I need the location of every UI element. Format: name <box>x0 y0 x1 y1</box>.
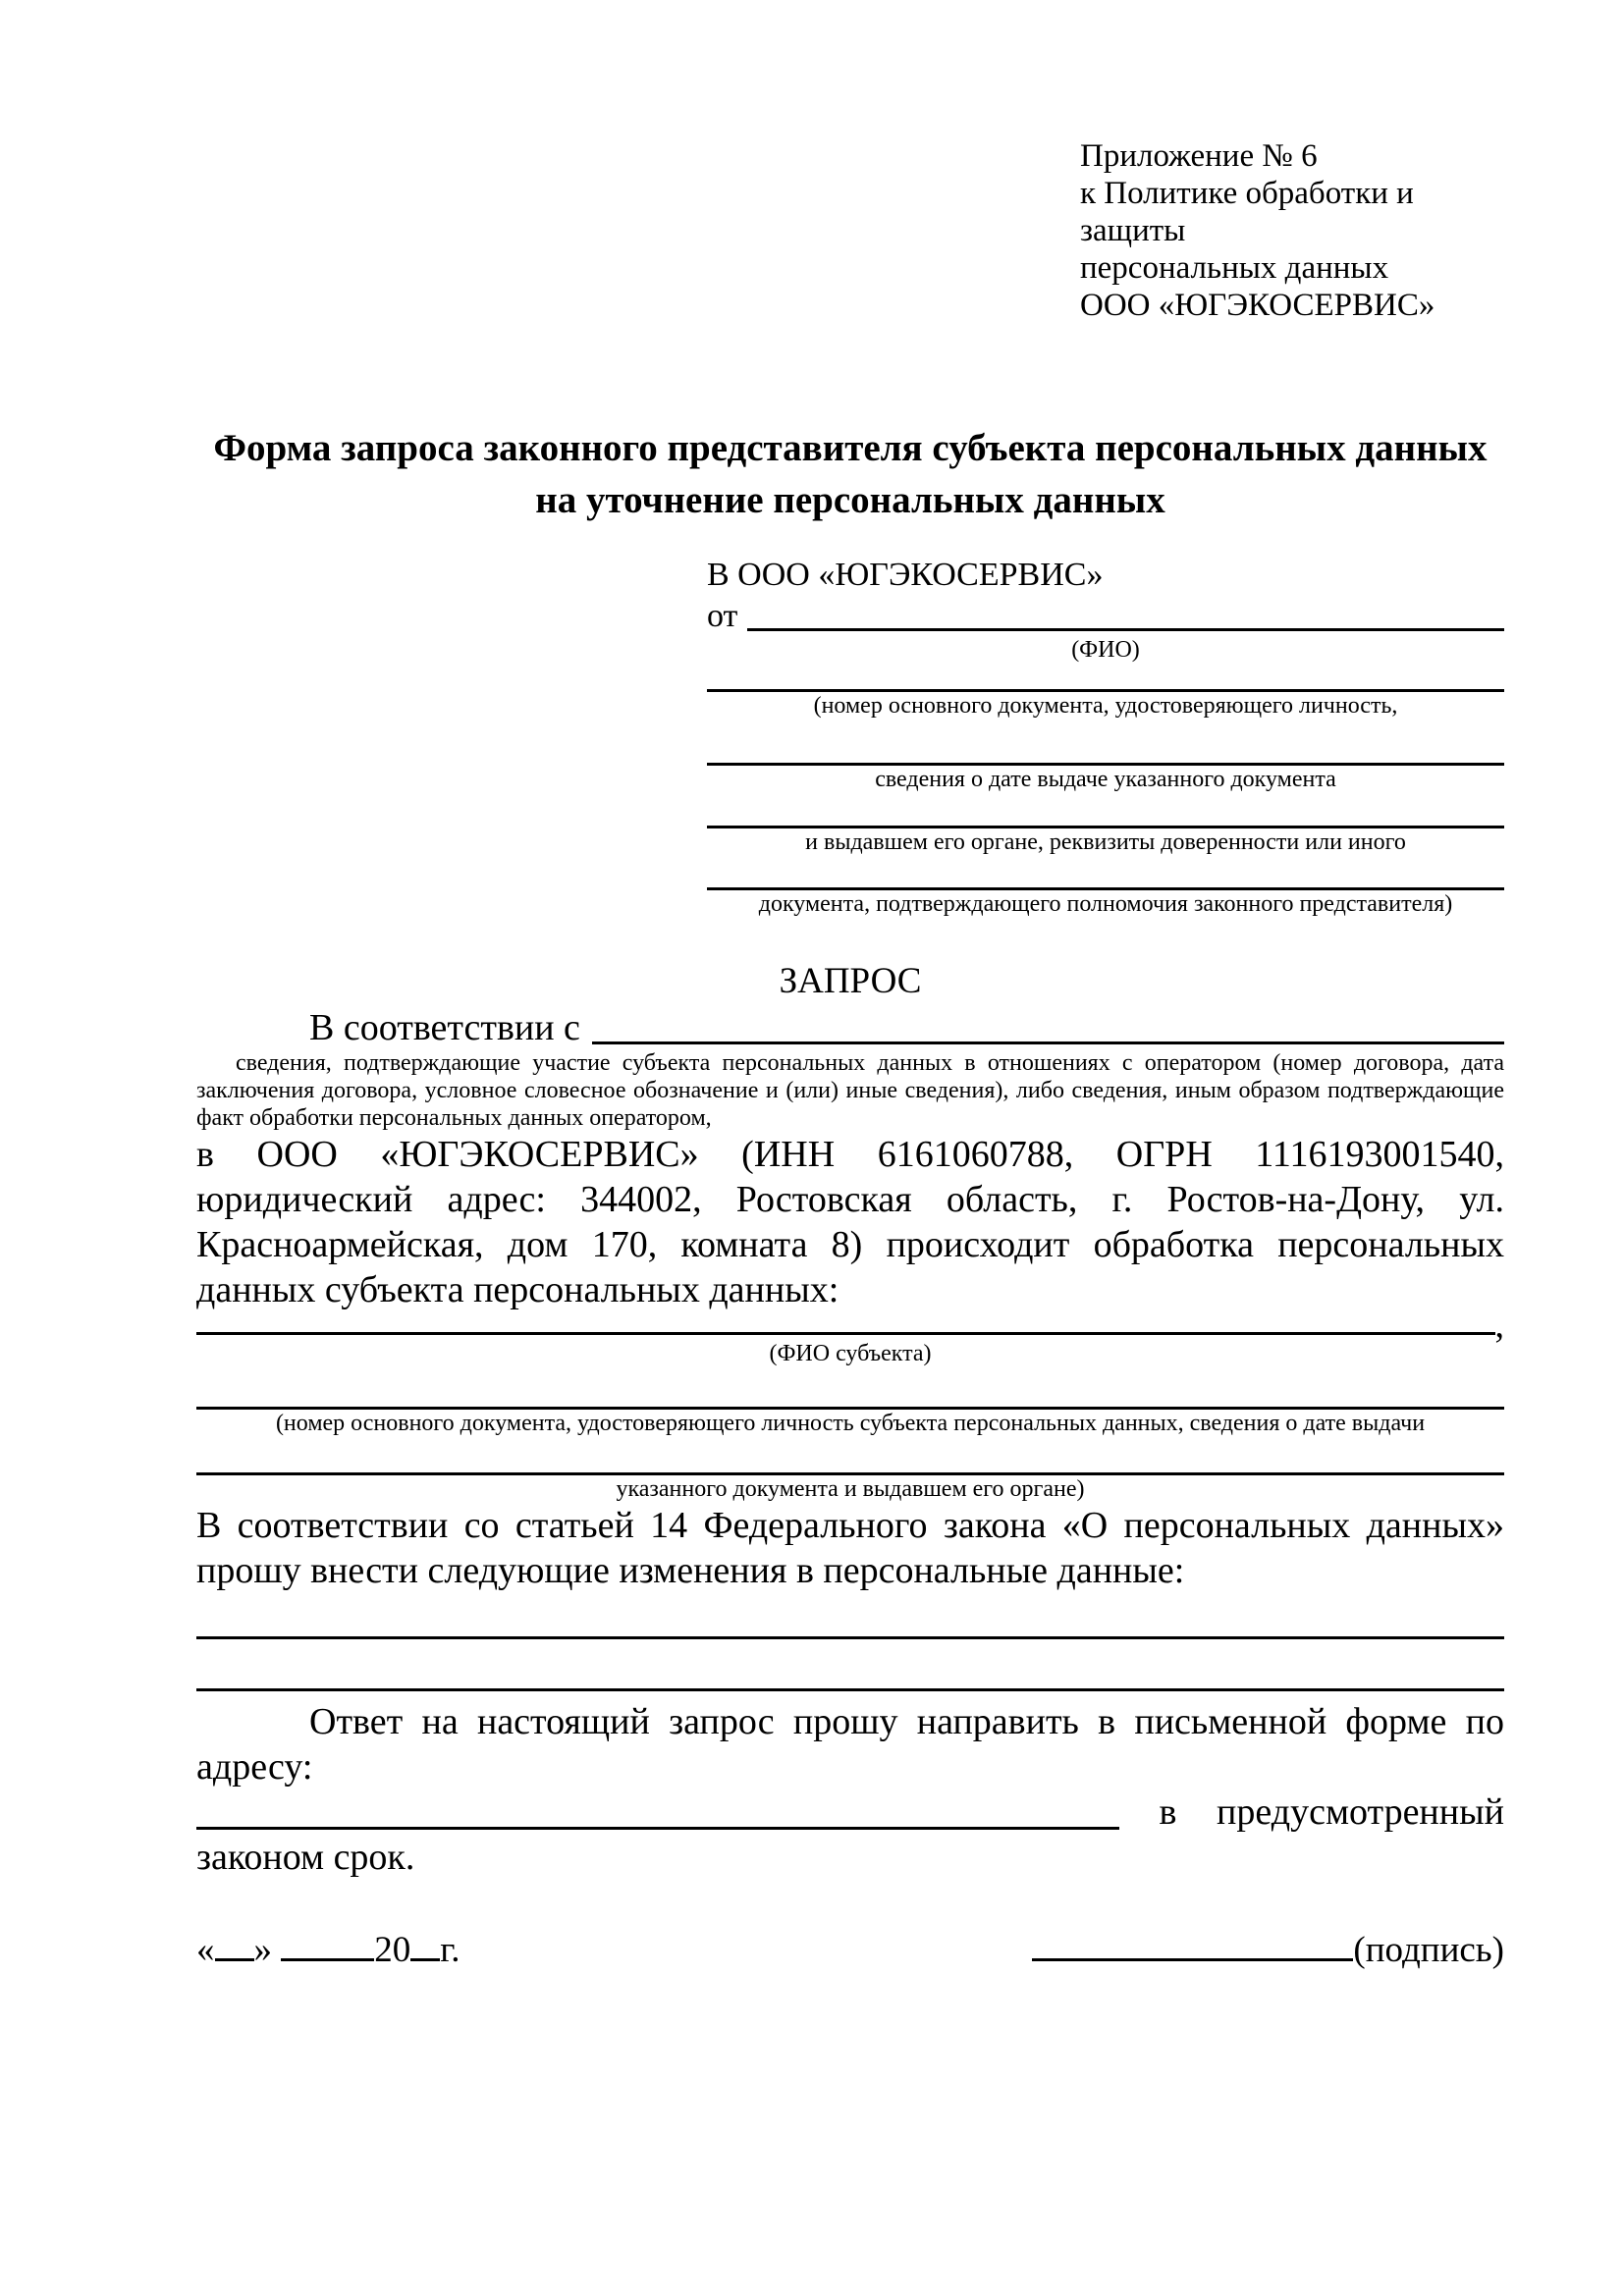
representative-doc-caption-2: сведения о дате выдаче указанного документа <box>875 767 1336 792</box>
appendix-line: к Политике обработки и защиты <box>1080 176 1414 248</box>
subject-doc-caption-1: (номер основного документа, удостоверяющего личность субъекта персональных данных, сведения о дате выдачи <box>275 1411 1426 1436</box>
request-heading: ЗАПРОС <box>779 961 922 1001</box>
subject-fio-blank-row <box>196 1305 1504 1346</box>
law-paragraph: В соответствии со статьей 14 Федерального закона «О персональных данных» прошу внести следующие изменения в персональные данные: <box>196 1505 1504 1591</box>
answer-sentence: Ответ на настоящий запрос прошу направить в письменной форме по адресу: <box>196 1701 1504 1788</box>
representative-doc-blank-line <box>707 793 1504 828</box>
date-month-blank <box>281 1925 374 1961</box>
signature-blank-line <box>1032 1925 1353 1961</box>
changes-blank-line <box>196 1639 1504 1691</box>
appendix-block <box>1080 137 1504 324</box>
date-year-blank <box>410 1925 440 1961</box>
date-quote-close: » <box>253 1930 272 1970</box>
from-blank-line <box>747 628 1504 631</box>
subject-doc-caption-2: указанного документа и выдавшем его органе) <box>616 1476 1085 1502</box>
date-year-suffix: г. <box>440 1930 460 1970</box>
appendix-line: Приложение № 6 <box>1080 138 1318 174</box>
representative-doc-caption-3: и выдавшем его органе, реквизиты доверенности или иного <box>805 829 1406 855</box>
subject-fio-caption: (ФИО субъекта) <box>769 1341 932 1366</box>
fio-caption: (ФИО) <box>1071 637 1140 663</box>
signature-caption: (подпись) <box>1353 1930 1504 1970</box>
changes-blank-line <box>196 1593 1504 1639</box>
basis-blank-line <box>592 1041 1504 1044</box>
document-title <box>196 422 1504 526</box>
representative-doc-blank-line <box>707 856 1504 890</box>
basis-fine-print: сведения, подтверждающие участие субъекта персональных данных в отношениях с оператором (номер договора, дата заключения договора, условное словесное обозначение и (или) иные сведения), либо сведения, иным образом подтверждающие факт обработки персональных данных оператором, <box>196 1050 1504 1131</box>
title-line-1: Форма запроса законного представителя субъекта персональных данных <box>213 427 1488 469</box>
from-field-row <box>707 597 1504 636</box>
date-field <box>196 1925 460 1973</box>
title-line-2: на уточнение персональных данных <box>535 479 1165 521</box>
answer-address-row <box>196 1789 1504 1835</box>
subject-fio-blank-line <box>196 1332 1495 1335</box>
subject-doc-blank-line <box>196 1367 1504 1410</box>
appendix-line: ООО «ЮГЭКОСЕРВИС» <box>1080 288 1435 323</box>
basis-label: В соответствии с <box>309 1007 580 1048</box>
answer-word-stipulated: предусмотренный <box>1217 1791 1504 1833</box>
addressee-block <box>707 554 1504 918</box>
representative-doc-caption-1: (номер основного документа, удостоверяющего личность, <box>813 693 1398 719</box>
answer-ending: законом срок. <box>196 1837 415 1878</box>
subject-doc-blank-line <box>196 1437 1504 1475</box>
signature-field <box>1032 1925 1504 1973</box>
document-content <box>196 0 1504 1973</box>
trailing-comma: , <box>1494 1305 1504 1346</box>
answer-address-blank-line <box>196 1827 1119 1830</box>
date-signature-row <box>196 1925 1504 1973</box>
representative-doc-caption-4: документа, подтверждающего полномочия законного представителя) <box>758 891 1453 917</box>
date-quote-open: « <box>196 1930 215 1970</box>
representative-doc-blank-line <box>707 664 1504 692</box>
answer-word-in: в <box>1159 1791 1177 1833</box>
date-day-blank <box>215 1925 254 1961</box>
appendix-line: персональных данных <box>1080 250 1389 286</box>
date-year-prefix: 20 <box>374 1930 411 1970</box>
addressee-organization: В ООО «ЮГЭКОСЕРВИС» <box>707 557 1104 593</box>
operator-paragraph: в ООО «ЮГЭКОСЕРВИС» (ИНН 6161060788, ОГРН 1116193001540, юридический адрес: 344002, Ростовская область, г. Ростов-на-Дону, ул. Красноармейская, дом 170, комната 8) происходит обработка персональных данных субъекта персональных данных: <box>196 1134 1504 1310</box>
basis-field-row <box>196 1006 1504 1049</box>
representative-doc-blank-line <box>707 720 1504 766</box>
from-label: от <box>707 598 738 634</box>
